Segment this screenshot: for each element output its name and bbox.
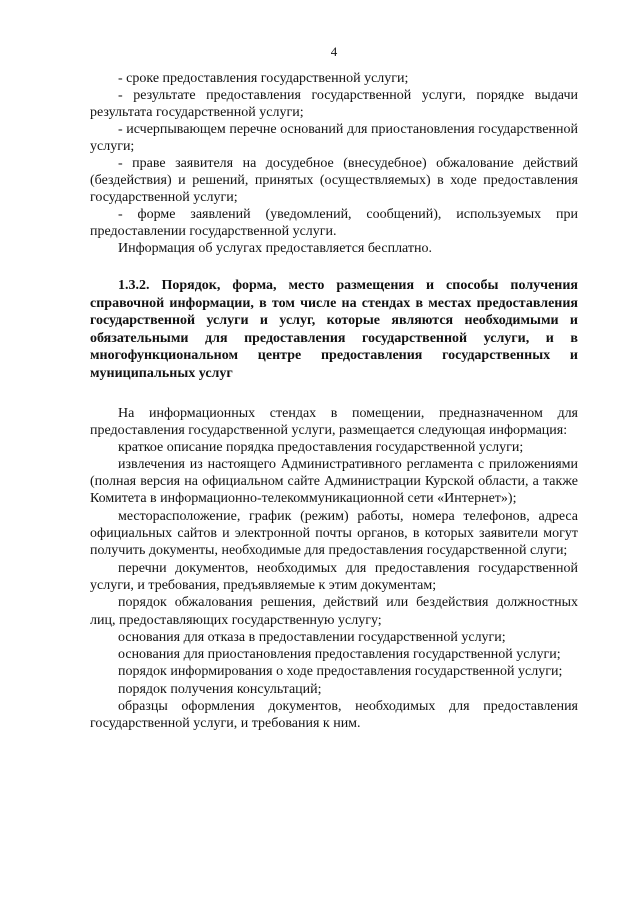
stand-info-list (90, 439, 578, 733)
list-item: месторасположение, график (режим) работы, номера телефонов, адреса официальных сайтов и электронной почты органов, в которых заявители могут получить документы, необходимые для предоставления государственной слуги; (90, 508, 578, 559)
list-item: основания для приостановления предоставления государственной услуги; (118, 647, 561, 663)
intro-item: - сроке предоставления государственной услуги; (118, 71, 409, 86)
section-heading: 1.3.2. Порядок, форма, место размещения и способы получения справочной информации, в том числе на стендах в местах предоставления государственной услуги и услуг, которые являются необходимыми и обязательными для предоставления государственной услуги, и в многофункциональном центре предоставления государственных и муниципальных услуг (90, 278, 578, 381)
free-info-note: Информация об услугах предоставляется бесплатно. (118, 241, 433, 256)
list-item: краткое описание порядка предоставления государственной услуги; (118, 439, 524, 455)
page-number: 4 (330, 44, 338, 59)
list-item: перечни документов, необходимых для предоставления государственной услуги, и требования, предъявляемые к этим документам; (90, 560, 578, 593)
list-item: основания для отказа в предоставлении государственной услуги; (118, 629, 506, 645)
list-item: порядок информирования о ходе предоставления государственной услуги; (118, 664, 563, 680)
intro-item: - результате предоставления государственной услуги, порядке выдачи результата государственной услуги; (90, 88, 578, 120)
intro-item: - исчерпывающем перечне оснований для приостановления государственной услуги; (90, 122, 578, 154)
stand-intro: На информационных стендах в помещении, предназначенном для предоставления государственной услуги, размещается следующая информация: (90, 405, 578, 438)
intro-item: - форме заявлений (уведомлений, сообщений), используемых при предоставлении государственной услуги. (90, 207, 578, 239)
intro-list (90, 70, 578, 257)
list-item: порядок обжалования решения, действий или бездействия должностных лиц, предоставляющих государственную услугу; (90, 595, 578, 628)
intro-item: - праве заявителя на досудебное (внесудебное) обжалование действий (бездействия) и решений, принятых (осуществляемых) в ходе предоставления государственной услуги; (90, 156, 578, 205)
list-item: извлечения из настоящего Административного регламента с приложениями (полная версия на официальном сайте Администрации Курской области, а также Комитета в информационно-телекоммуникационной сети «Интернет»); (90, 456, 578, 507)
list-item: образцы оформления документов, необходимых для предоставления государственной услуги, и требования к ним. (90, 699, 578, 732)
list-item: порядок получения консультаций; (118, 681, 322, 697)
